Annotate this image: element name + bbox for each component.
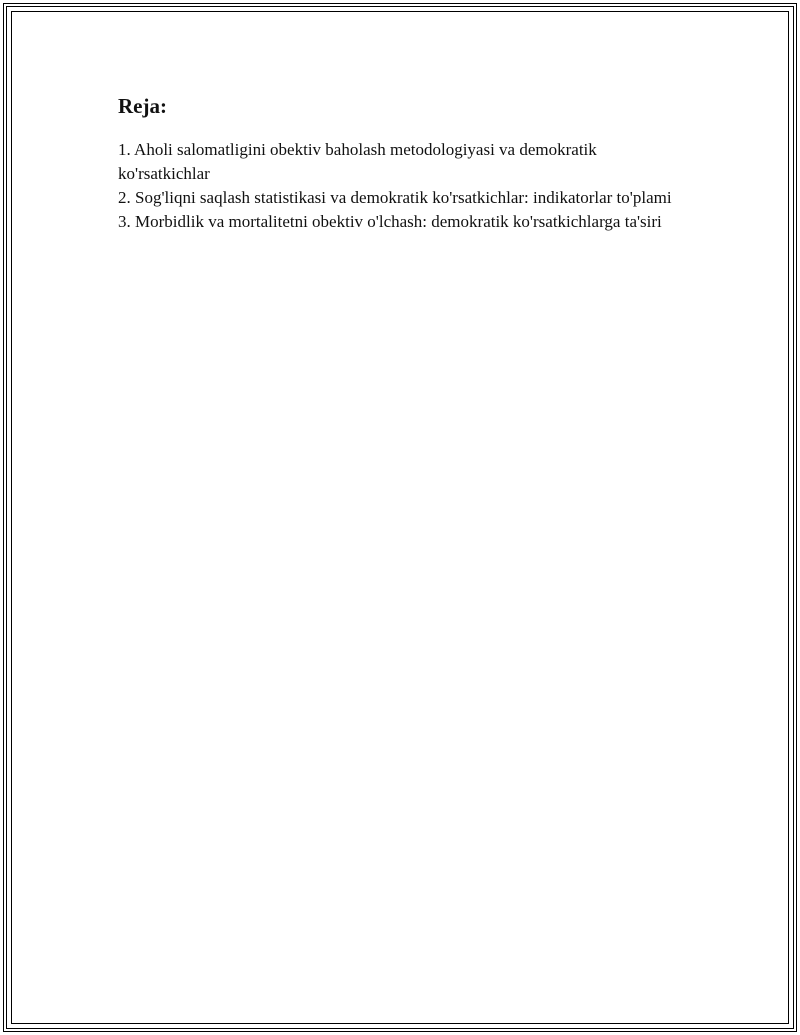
plan-item-2: 2. Sog'liqni saqlash statistikasi va demokratik ko'rsatkichlar: indikatorlar to'plami [118, 188, 672, 207]
plan-list [118, 138, 678, 234]
plan-title: Reja: [118, 94, 167, 118]
plan-item-1: 1. Aholi salomatligini obektiv baholash metodologiyasi va demokratik ko'rsatkichlar [118, 140, 597, 183]
document-content [118, 92, 678, 234]
plan-item-3: 3. Morbidlik va mortalitetni obektiv o'lchash: demokratik ko'rsatkichlarga ta'siri [118, 212, 662, 231]
